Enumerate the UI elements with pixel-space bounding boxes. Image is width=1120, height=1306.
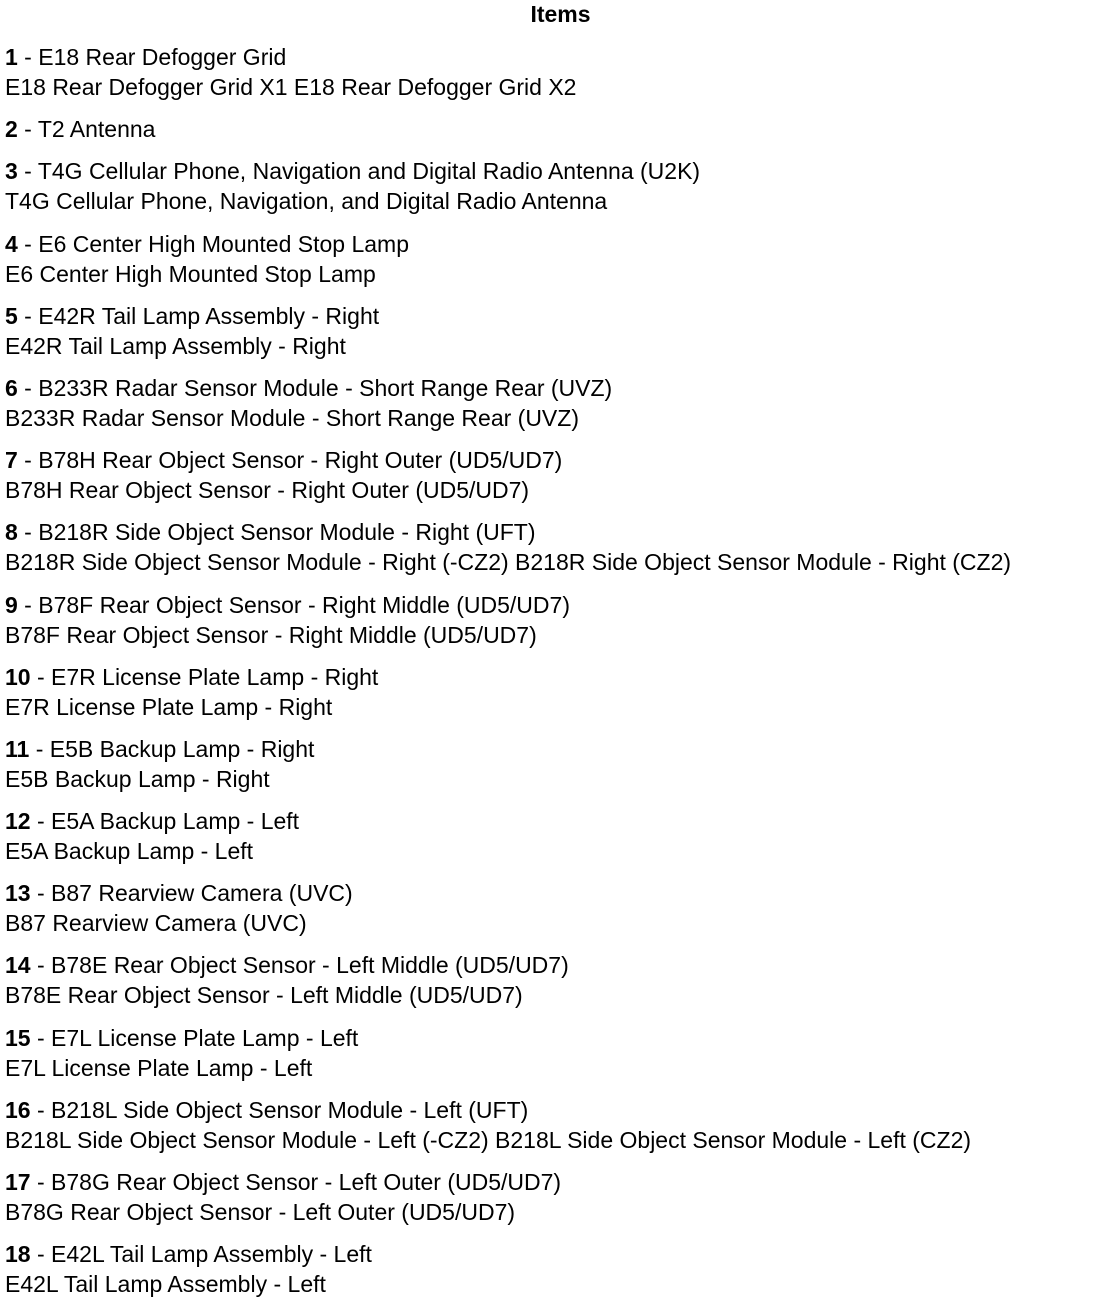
list-item (5, 950, 1116, 1010)
item-number: 15 (5, 1024, 31, 1051)
item-detail: E42R Tail Lamp Assembly - Right (5, 332, 346, 359)
item-title-line (5, 1167, 1116, 1197)
item-title-line (5, 734, 1116, 764)
item-number: 2 (5, 116, 18, 143)
list-item (5, 1023, 1116, 1083)
item-number: 11 (5, 735, 30, 762)
item-title-line (5, 42, 1116, 72)
item-title-line (5, 662, 1116, 692)
item-title: - B78F Rear Object Sensor - Right Middle (UD5/UD7) (17, 591, 570, 618)
item-number: 18 (5, 1241, 31, 1268)
item-detail: B78G Rear Object Sensor - Left Outer (UD5/UD7) (5, 1199, 516, 1225)
item-title: - B87 Rearview Camera (UVC) (30, 880, 353, 907)
item-number: 13 (5, 880, 31, 907)
list-item (5, 734, 1116, 794)
item-title: - T4G Cellular Phone, Navigation and Digital Radio Antenna (U2K) (17, 158, 701, 185)
item-number: 4 (5, 230, 18, 257)
item-title-line (5, 806, 1116, 836)
item-detail: E6 Center High Mounted Stop Lamp (5, 260, 376, 287)
item-detail: E42L Tail Lamp Assembly - Left (5, 1271, 326, 1298)
item-detail: E7R License Plate Lamp - Right (5, 693, 333, 720)
item-title: - E5B Backup Lamp - Right (29, 735, 315, 762)
items-list (5, 42, 1116, 1299)
item-number: 10 (5, 663, 31, 690)
item-detail: B233R Radar Sensor Module - Short Range Rear (UVZ) (5, 404, 579, 431)
item-detail: E7L License Plate Lamp - Left (5, 1054, 313, 1081)
item-title: - B218L Side Object Sensor Module - Left (UFT) (30, 1096, 529, 1123)
item-number: 17 (5, 1169, 31, 1195)
item-number: 6 (5, 374, 18, 401)
list-item (5, 114, 1116, 144)
item-detail: B87 Rearview Camera (UVC) (5, 910, 307, 937)
item-title-line (5, 1239, 1116, 1269)
item-title: - T2 Antenna (17, 116, 156, 143)
item-title-line (5, 878, 1116, 908)
item-title-line (5, 114, 1116, 144)
item-number: 1 (5, 44, 18, 70)
item-number: 3 (5, 158, 18, 185)
item-title: - E42R Tail Lamp Assembly - Right (17, 302, 380, 329)
item-title: - E42L Tail Lamp Assembly - Left (30, 1241, 372, 1268)
item-detail: B78H Rear Object Sensor - Right Outer (UD5/UD7) (5, 477, 530, 504)
item-title: - E7R License Plate Lamp - Right (30, 663, 379, 690)
list-item (5, 373, 1116, 433)
item-detail: T4G Cellular Phone, Navigation, and Digital Radio Antenna (5, 188, 608, 215)
item-title: - E7L License Plate Lamp - Left (30, 1024, 359, 1051)
item-number: 12 (5, 808, 31, 835)
item-detail: B218R Side Object Sensor Module - Right (-CZ2) B218R Side Object Sensor Module - Right (CZ2) (5, 549, 1012, 576)
item-title-line (5, 590, 1116, 620)
item-title-line (5, 517, 1116, 547)
item-number: 8 (5, 519, 18, 546)
item-title-line (5, 445, 1116, 475)
item-title-line (5, 229, 1116, 259)
item-title-line (5, 1095, 1116, 1125)
item-number: 16 (5, 1096, 31, 1123)
item-title-line (5, 950, 1116, 980)
list-item (5, 590, 1116, 650)
item-number: 5 (5, 302, 18, 329)
list-item (5, 1239, 1116, 1299)
item-title: - E5A Backup Lamp - Left (30, 808, 300, 835)
list-item (5, 445, 1116, 505)
list-item (5, 1095, 1116, 1155)
list-item (5, 878, 1116, 938)
list-item (5, 806, 1116, 866)
list-item (5, 1167, 1116, 1227)
list-item (5, 517, 1116, 577)
item-number: 9 (5, 591, 18, 618)
item-title-line (5, 301, 1116, 331)
item-title-line (5, 156, 1116, 186)
item-title-line (5, 1023, 1116, 1053)
list-item (5, 156, 1116, 216)
item-detail: E18 Rear Defogger Grid X1 E18 Rear Defogger Grid X2 (5, 74, 577, 100)
item-title: - B78G Rear Object Sensor - Left Outer (UD5/UD7) (30, 1169, 562, 1195)
item-number: 7 (5, 447, 18, 474)
item-title: - B78H Rear Object Sensor - Right Outer (UD5/UD7) (17, 447, 563, 474)
item-detail: B78F Rear Object Sensor - Right Middle (UD5/UD7) (5, 621, 537, 648)
item-detail: E5A Backup Lamp - Left (5, 838, 254, 865)
item-detail: B78E Rear Object Sensor - Left Middle (UD5/UD7) (5, 982, 523, 1009)
item-title: - B233R Radar Sensor Module - Short Range Rear (UVZ) (17, 374, 613, 401)
item-title: - B78E Rear Object Sensor - Left Middle (UD5/UD7) (30, 952, 569, 979)
list-item (5, 662, 1116, 722)
item-detail: E5B Backup Lamp - Right (5, 765, 270, 792)
list-item (5, 229, 1116, 289)
list-item (5, 42, 1116, 102)
item-number: 14 (5, 952, 31, 979)
item-title: - E6 Center High Mounted Stop Lamp (17, 230, 410, 257)
item-title: - B218R Side Object Sensor Module - Right (UFT) (17, 519, 536, 546)
list-item (5, 301, 1116, 361)
item-title: - E18 Rear Defogger Grid (17, 44, 287, 70)
item-title-line (5, 373, 1116, 403)
item-detail: B218L Side Object Sensor Module - Left (-CZ2) B218L Side Object Sensor Module - Left (CZ2) (5, 1126, 972, 1153)
items-heading: Items (530, 1, 591, 27)
